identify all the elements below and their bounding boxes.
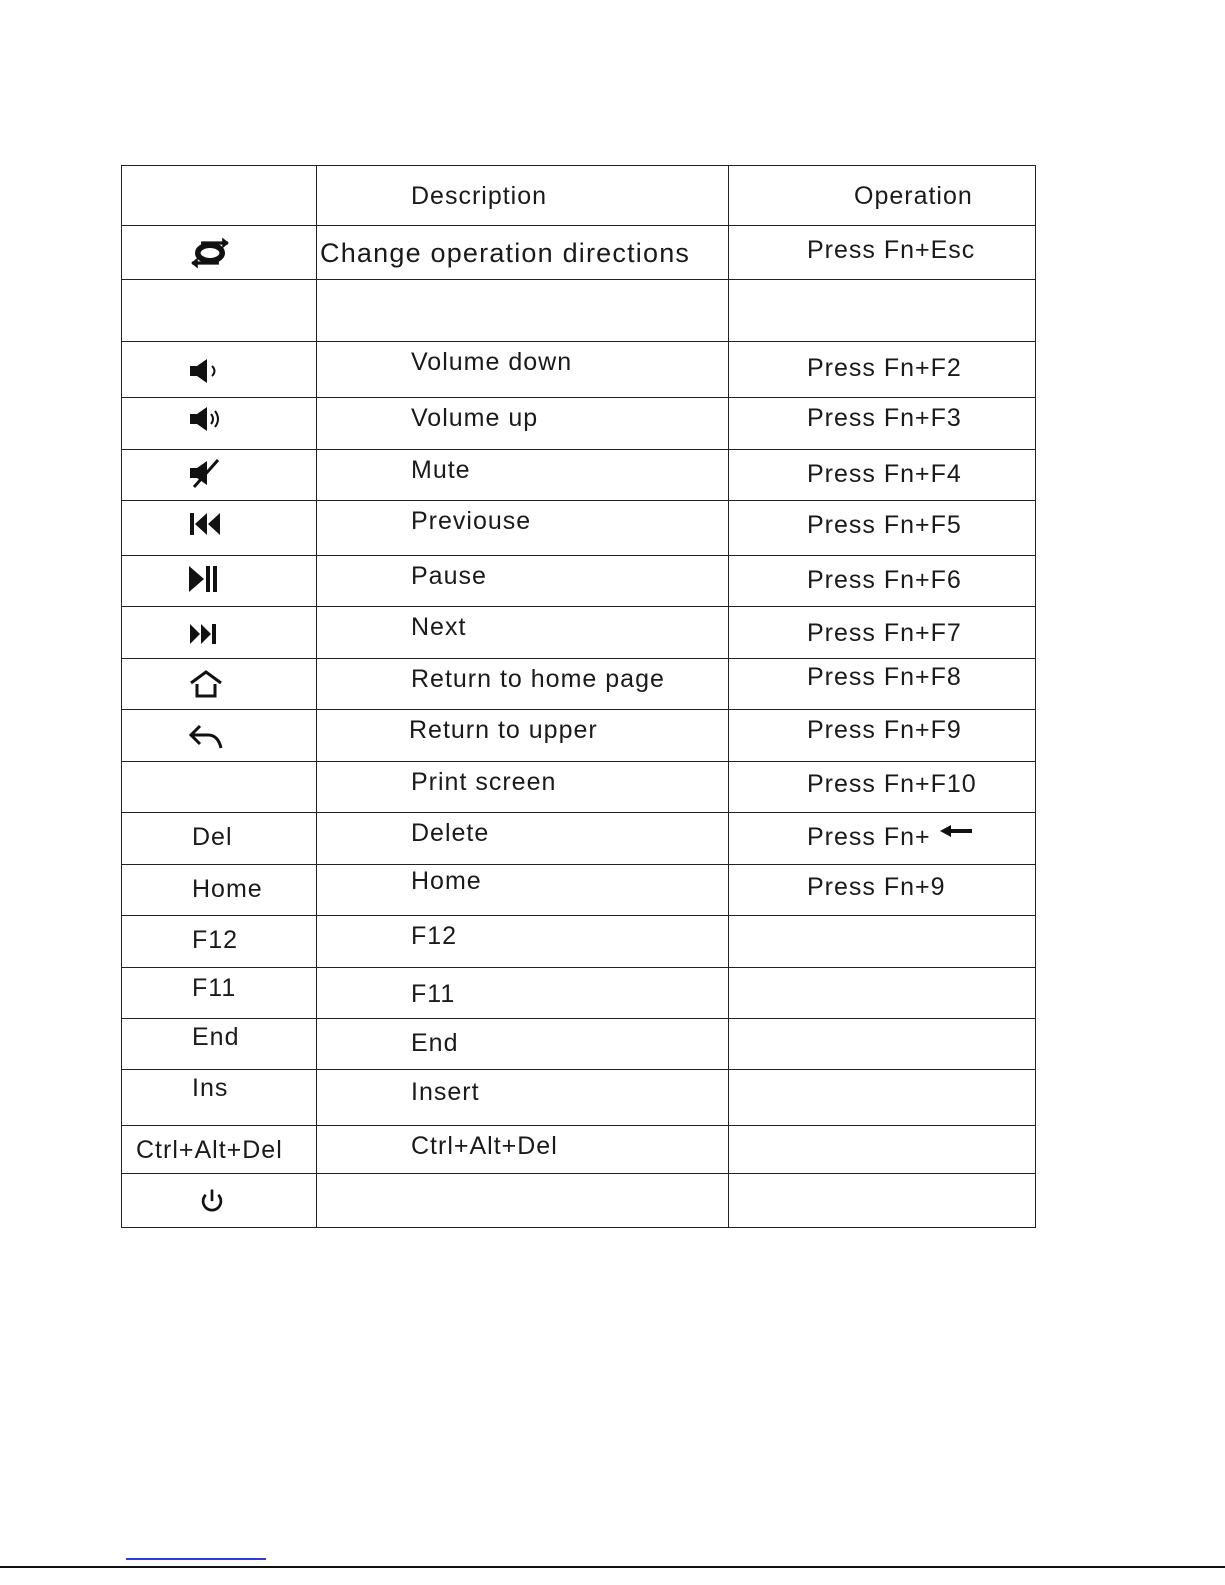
volume-down-icon xyxy=(188,356,224,386)
row-description: Return to upper xyxy=(409,716,598,744)
table-row xyxy=(122,1126,1036,1174)
table-row xyxy=(122,710,1036,762)
table-row xyxy=(122,916,1036,968)
header-key-cell xyxy=(122,166,317,226)
mute-icon xyxy=(188,458,224,488)
footer-link-underline xyxy=(126,1558,266,1560)
play-pause-icon xyxy=(188,562,224,596)
row-operation: Press Fn+F7 xyxy=(807,619,962,647)
back-arrow-icon xyxy=(188,722,224,752)
table-row xyxy=(122,659,1036,710)
table-row xyxy=(122,398,1036,450)
row-description: Pause xyxy=(411,562,487,590)
row-description: Ctrl+Alt+Del xyxy=(411,1132,558,1160)
next-track-icon xyxy=(188,619,224,649)
home-icon xyxy=(188,669,224,699)
row-description: Insert xyxy=(411,1078,480,1106)
change-direction-icon xyxy=(190,236,230,270)
row-operation: Press Fn+F2 xyxy=(807,354,962,382)
table-row xyxy=(122,342,1036,398)
row-description: Volume up xyxy=(411,404,539,432)
row-description: Home xyxy=(411,867,482,895)
row-description: Delete xyxy=(411,819,490,847)
table-row xyxy=(122,813,1036,865)
row-operation: Press Fn+F5 xyxy=(807,511,962,539)
table-row xyxy=(122,450,1036,501)
row-description: Next xyxy=(411,613,467,641)
left-arrow-icon xyxy=(939,824,973,838)
table-row xyxy=(122,280,1036,342)
row-key: Ctrl+Alt+Del xyxy=(136,1136,283,1164)
table-row xyxy=(122,968,1036,1019)
row-description: F11 xyxy=(411,980,456,1008)
row-key: End xyxy=(192,1023,240,1051)
row-operation: Press Fn+ xyxy=(807,823,931,851)
header-operation: Operation xyxy=(729,166,1036,226)
table-row xyxy=(122,762,1036,813)
table-row xyxy=(122,556,1036,607)
previous-track-icon xyxy=(188,509,224,539)
row-description: Previouse xyxy=(411,507,532,535)
row-key: Ins xyxy=(192,1074,229,1102)
row-key: Home xyxy=(192,875,263,903)
footer-rule xyxy=(0,1566,1225,1568)
row-operation: Press Fn+F9 xyxy=(807,716,962,744)
row-description: Mute xyxy=(411,456,471,484)
row-description: End xyxy=(411,1029,459,1057)
volume-up-icon xyxy=(188,404,224,434)
table-row xyxy=(122,1070,1036,1126)
row-operation: Press Fn+F6 xyxy=(807,566,962,594)
row-description: Print screen xyxy=(411,768,557,796)
table-row xyxy=(122,865,1036,916)
row-operation: Press Fn+9 xyxy=(807,873,946,901)
row-operation: Press Fn+Esc xyxy=(807,236,976,264)
row-description: Volume down xyxy=(411,348,573,376)
table-row xyxy=(122,501,1036,556)
row-key: F11 xyxy=(192,974,237,1002)
table-row xyxy=(122,607,1036,659)
power-icon xyxy=(196,1186,228,1218)
table-row xyxy=(122,1174,1036,1228)
row-operation: Press Fn+F10 xyxy=(807,770,977,798)
row-key: Del xyxy=(192,823,233,851)
table-row xyxy=(122,1019,1036,1070)
row-operation: Press Fn+F4 xyxy=(807,460,962,488)
row-description: Return to home page xyxy=(411,665,665,693)
function-key-table xyxy=(121,165,1036,1228)
row-description: F12 xyxy=(411,922,458,950)
header-description: Description xyxy=(317,166,729,226)
row-key: F12 xyxy=(192,926,239,954)
row-description: Change operation directions xyxy=(320,238,691,268)
table-header-row xyxy=(122,166,1036,226)
row-operation: Press Fn+F3 xyxy=(807,404,962,432)
table-row xyxy=(122,226,1036,280)
row-operation: Press Fn+F8 xyxy=(807,663,962,691)
